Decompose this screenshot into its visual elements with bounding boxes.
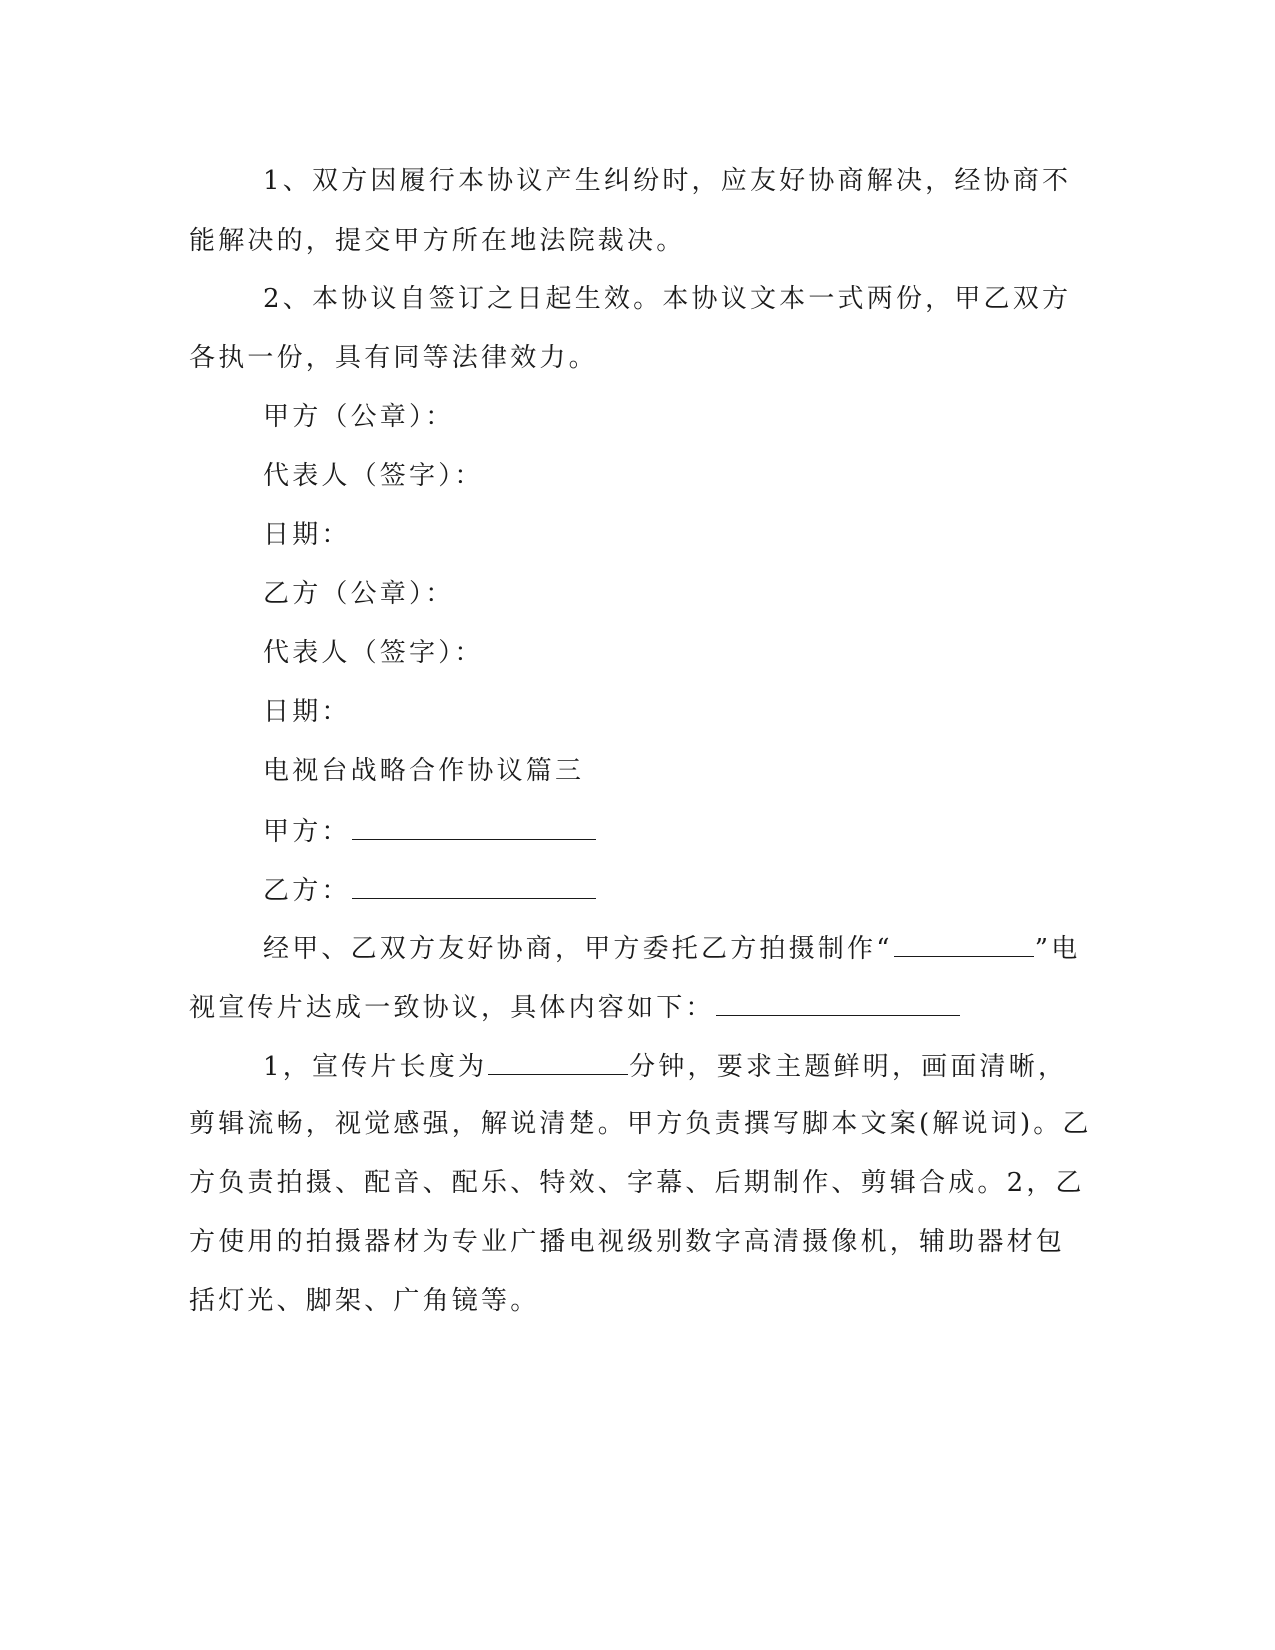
party-b-representative-label: 代表人（签字）： xyxy=(263,638,484,668)
paragraph-4-line-1-suffix: 分钟，要求主题鲜明，画面清晰， xyxy=(629,1052,1068,1082)
paragraph-4-line-4: 方使用的拍摄器材为专业广播电视级别数字高清摄像机，辅助器材包 xyxy=(189,1227,1066,1257)
content-blank xyxy=(716,991,960,1016)
paragraph-2-line-2: 各执一份，具有同等法律效力。 xyxy=(189,343,598,373)
paragraph-3-line-2 xyxy=(189,991,961,1023)
paragraph-1-line-1: 1、双方因履行本协议产生纠纷时，应友好协商解决，经协商不 xyxy=(263,166,1072,196)
paragraph-2-line-1: 2、本协议自签订之日起生效。本协议文本一式两份，甲乙双方 xyxy=(263,284,1072,314)
party-a-name-label: 甲方： xyxy=(263,817,351,847)
party-a-seal-label: 甲方（公章）： xyxy=(263,402,455,432)
paragraph-4-line-5: 括灯光、脚架、广角镜等。 xyxy=(189,1286,540,1316)
section-title: 电视台战略合作协议篇三 xyxy=(263,756,585,786)
paragraph-3-line-1 xyxy=(263,932,1080,964)
paragraph-4-line-1 xyxy=(263,1050,1067,1082)
paragraph-1-line-2: 能解决的，提交甲方所在地法院裁决。 xyxy=(189,226,686,256)
paragraph-3-line-1-text: 经甲、乙双方友好协商，甲方委托乙方拍摄制作“ xyxy=(263,934,893,964)
party-b-name-label: 乙方： xyxy=(263,876,351,906)
party-b-date-label: 日期： xyxy=(263,697,351,727)
party-b-name-blank xyxy=(352,874,596,899)
party-a-date-label: 日期： xyxy=(263,520,351,550)
party-b-seal-label: 乙方（公章）： xyxy=(263,579,455,609)
paragraph-4-line-3: 方负责拍摄、配音、配乐、特效、字幕、后期制作、剪辑合成。2，乙 xyxy=(189,1168,1085,1198)
party-b-name-line xyxy=(263,874,597,906)
party-a-representative-label: 代表人（签字）： xyxy=(263,461,484,491)
party-a-name-line xyxy=(263,815,597,847)
duration-blank xyxy=(488,1050,628,1075)
film-title-blank xyxy=(894,932,1034,957)
paragraph-3-line-2-text: 视宣传片达成一致协议，具体内容如下： xyxy=(189,993,715,1023)
paragraph-3-line-1-suffix: ”电 xyxy=(1034,934,1081,964)
party-a-name-blank xyxy=(352,815,596,840)
paragraph-4-line-1-text: 1，宣传片长度为 xyxy=(263,1052,488,1082)
paragraph-4-line-2: 剪辑流畅，视觉感强，解说清楚。甲方负责撰写脚本文案(解说词)。乙 xyxy=(189,1109,1092,1139)
